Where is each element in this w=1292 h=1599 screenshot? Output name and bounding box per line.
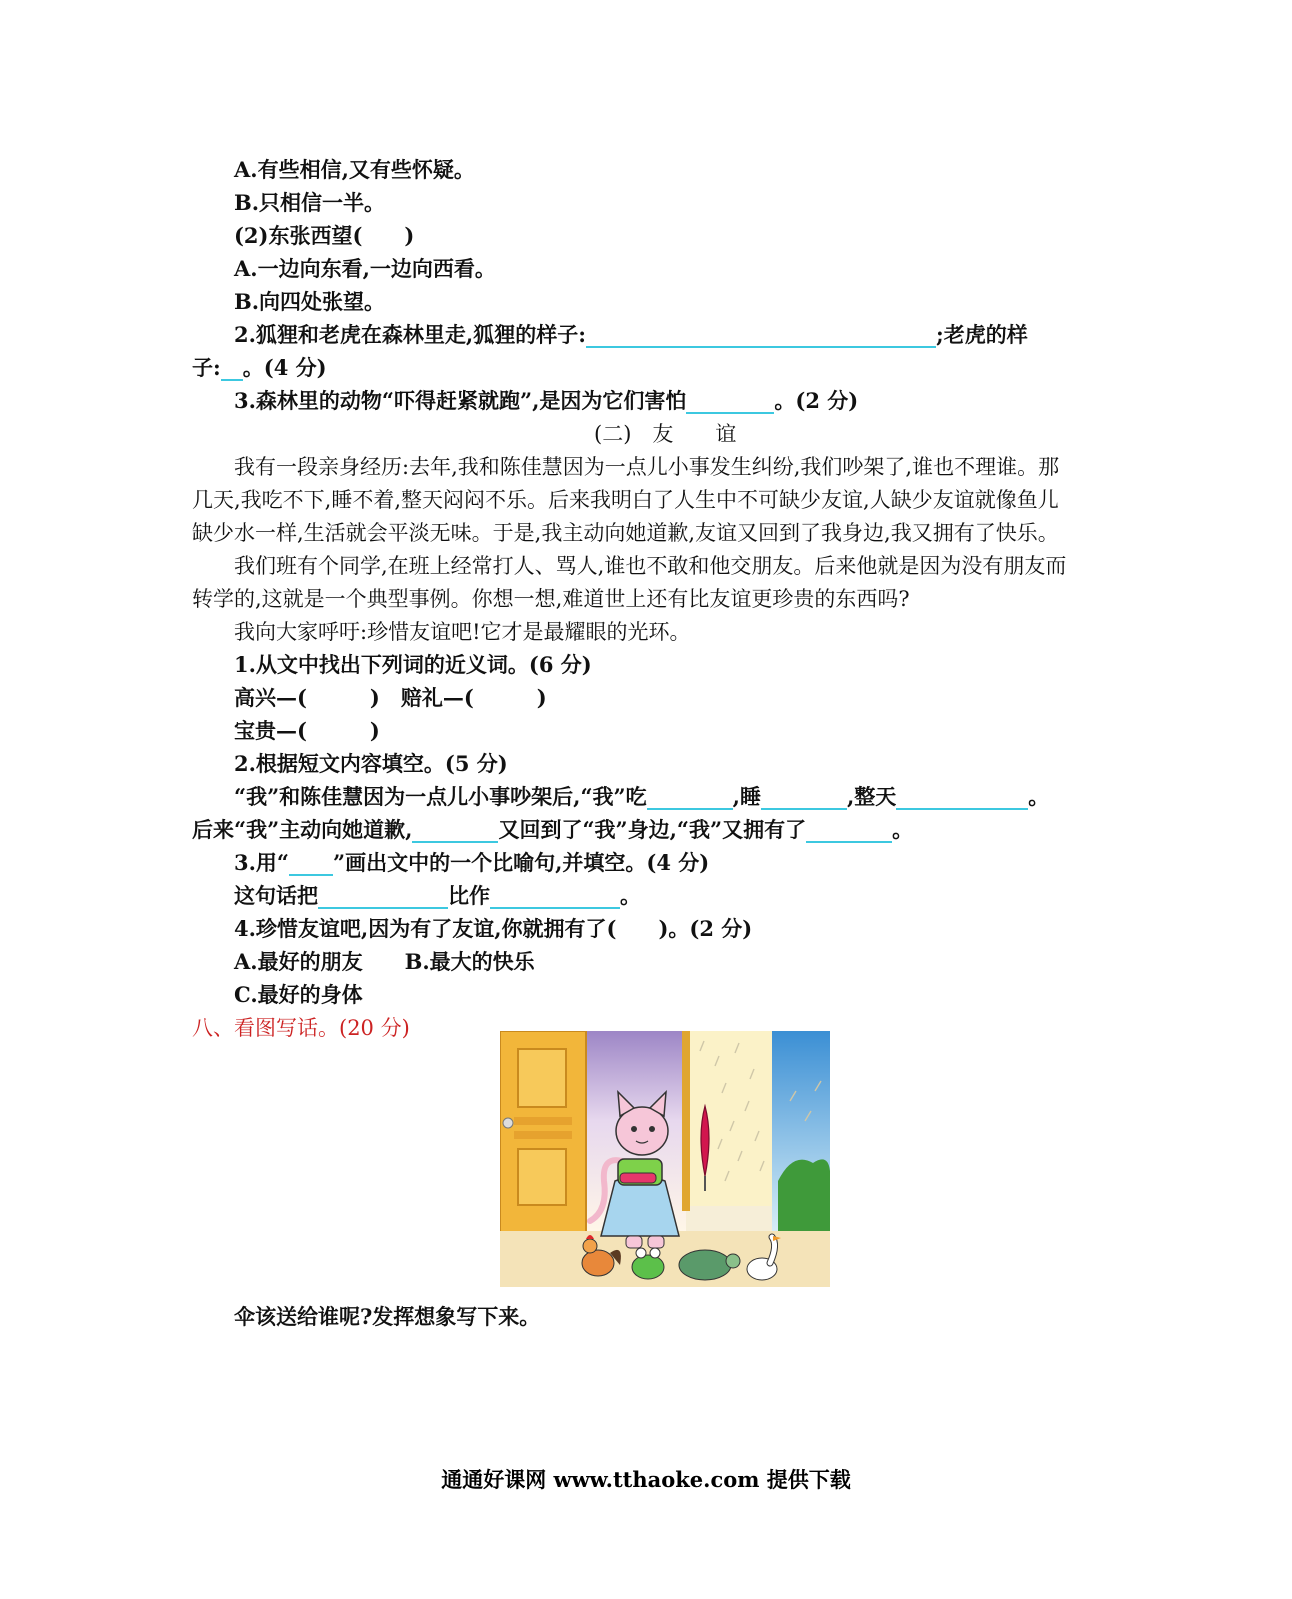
s2q2-line1	[234, 783, 1049, 811]
tiger-blank[interactable]	[221, 357, 243, 381]
s2q4-options-row2: C.最好的身体	[234, 982, 363, 1007]
friendship-blank[interactable]	[412, 819, 498, 843]
s2q3-text-a: 3.用“	[234, 850, 290, 875]
s2q2-text-c: ,整天	[846, 784, 897, 809]
floor	[500, 1231, 830, 1287]
footer-source: 通通好课网 www.tthaoke.com 提供下载	[441, 1467, 851, 1492]
passage-p3-line1: 我向大家呼吁:珍惜友谊吧!它才是最耀眼的光环。	[234, 620, 691, 644]
s2q2-line2	[192, 816, 913, 844]
s2q4-options-row1: A.最好的朋友 B.最大的快乐	[234, 949, 535, 974]
q3-line	[234, 387, 858, 415]
q1-option-b2: B.向四处张望。	[234, 289, 386, 314]
s2q3-text-c: 这句话把	[234, 883, 318, 908]
passage-p2-line2: 转学的,这就是一个典型事例。你想一想,难道世上还有比友谊更珍贵的东西吗?	[192, 587, 910, 611]
afraid-blank[interactable]	[686, 390, 774, 414]
simile-object-blank[interactable]	[490, 885, 620, 909]
bush	[778, 1159, 830, 1231]
cat-umbrella-illustration	[500, 1031, 830, 1287]
q2-text-d: 。(4 分)	[242, 355, 327, 380]
s2q2-text-e: 后来“我”主动向她道歉,	[192, 817, 413, 842]
eat-blank[interactable]	[647, 786, 733, 810]
q2-text-a: 2.狐狸和老虎在森林里走,狐狸的样子:	[234, 322, 586, 347]
s2q3-text-e: 。	[620, 883, 641, 908]
underline-sample	[289, 852, 333, 876]
happiness-blank[interactable]	[806, 819, 892, 843]
writing-prompt: 伞该送给谁呢?发挥想象写下来。	[234, 1304, 541, 1329]
allday-blank[interactable]	[896, 786, 1028, 810]
s2q2-text-a: “我”和陈佳慧因为一点儿小事吵架后,“我”吃	[234, 784, 647, 809]
s2q4-title: 4.珍惜友谊吧,因为有了友谊,你就拥有了( )。(2 分)	[234, 916, 753, 941]
passage-p1-line1: 我有一段亲身经历:去年,我和陈佳慧因为一点儿小事发生纠纷,我们吵架了,谁也不理谁。那	[234, 455, 1060, 479]
passage-p1-line3: 缺少水一样,生活就会平淡无味。于是,我主动向她道歉,友谊又回到了我身边,我又拥有了快乐。	[192, 521, 1059, 545]
q2-text-c: 子:	[192, 355, 221, 380]
s2q2-text-d: 。	[1028, 784, 1050, 809]
q1-option-b1: B.只相信一半。	[234, 190, 386, 215]
s2q1-title: 1.从文中找出下列词的近义词。(6 分)	[234, 652, 592, 677]
s2q3-text-d: 比作	[448, 883, 490, 908]
section8-title: 八、看图写话。(20 分)	[192, 1016, 410, 1040]
s2q2-text-b: ,睡	[732, 784, 761, 809]
s2q2-title: 2.根据短文内容填空。(5 分)	[234, 751, 508, 776]
s2q1-row1: 高兴—( ) 赔礼—( )	[234, 685, 547, 710]
q2-text-b: ;老虎的样	[936, 322, 1028, 347]
q1-option-a2: A.一边向东看,一边向西看。	[234, 256, 496, 281]
q2-line2	[192, 354, 327, 382]
s2q1-row2: 宝贵—( )	[234, 718, 380, 743]
q2-line1	[234, 321, 1028, 349]
q1-sub2: (2)东张西望( )	[234, 223, 415, 248]
passage-p2-line1: 我们班有个同学,在班上经常打人、骂人,谁也不敢和他交朋友。后来他就是因为没有朋友而	[234, 554, 1067, 578]
doorway	[686, 1031, 772, 1206]
passage-p1-line2: 几天,我吃不下,睡不着,整天闷闷不乐。后来我明白了人生中不可缺少友谊,人缺少友谊就像鱼儿	[192, 488, 1059, 512]
q3-text-b: 。(2 分)	[774, 388, 859, 413]
fox-blank[interactable]	[586, 324, 936, 348]
q1-option-a1: A.有些相信,又有些怀疑。	[234, 157, 475, 182]
s2q3-line	[234, 882, 641, 910]
s2q3-title	[234, 849, 709, 877]
s2q2-text-f: 又回到了“我”身边,“我”又拥有了	[498, 817, 807, 842]
s2q3-text-b: ”画出文中的一个比喻句,并填空。(4 分)	[333, 850, 710, 875]
s2q2-text-g: 。	[892, 817, 914, 842]
sleep-blank[interactable]	[761, 786, 847, 810]
simile-subject-blank[interactable]	[318, 885, 448, 909]
section2-title: (二) 友 谊	[594, 422, 737, 446]
q3-text-a: 3.森林里的动物“吓得赶紧就跑”,是因为它们害怕	[234, 388, 687, 413]
